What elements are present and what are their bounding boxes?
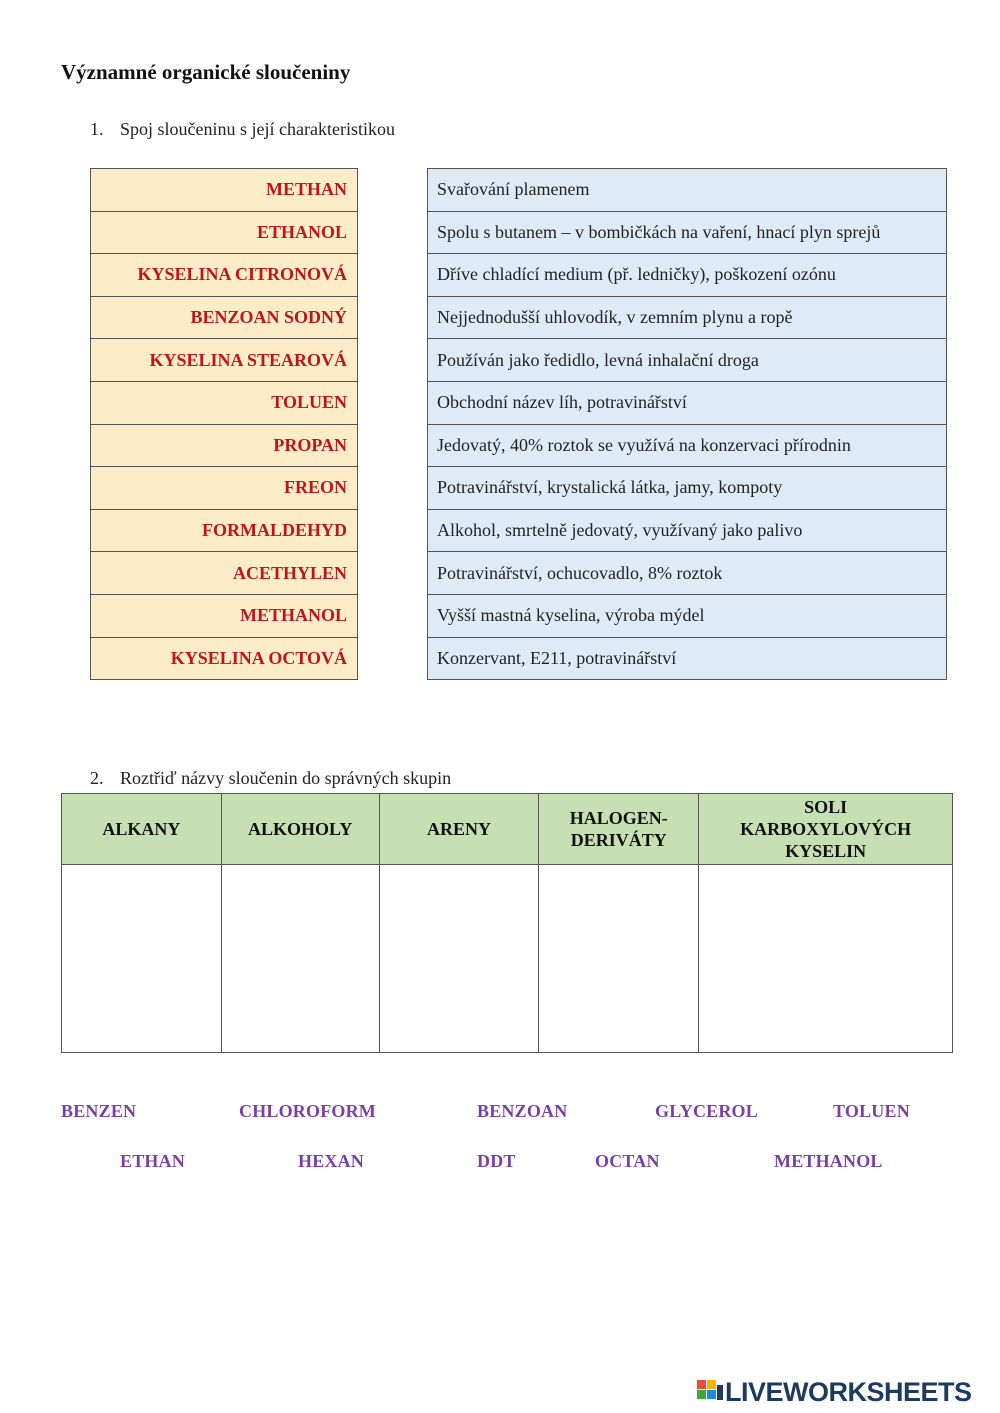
description-item[interactable]: Vyšší mastná kyselina, výroba mýdel [427, 594, 947, 638]
liveworksheets-logo [697, 1377, 972, 1408]
description-item[interactable]: Konzervant, E211, potravinářství [427, 637, 947, 681]
description-item[interactable]: Svařování plamenem [427, 168, 947, 212]
word-chip[interactable]: DDT [477, 1151, 516, 1171]
compound-item[interactable]: KYSELINA CITRONOVÁ [90, 253, 358, 297]
description-item[interactable]: Nejjednodušší uhlovodík, v zemním plynu a ropě [427, 296, 947, 340]
description-item[interactable]: Používán jako ředidlo, levná inhalační droga [427, 338, 947, 382]
task-2-instruction [90, 768, 451, 789]
description-column [427, 169, 947, 680]
description-item[interactable]: Spolu s butanem – v bombičkách na vaření, hnací plyn sprejů [427, 211, 947, 255]
compound-item[interactable]: BENZOAN SODNÝ [90, 296, 358, 340]
description-item[interactable]: Obchodní název líh, potravinářství [427, 381, 947, 425]
description-item[interactable]: Dříve chladící medium (př. ledničky), poškození ozónu [427, 253, 947, 297]
compound-item[interactable]: ETHANOL [90, 211, 358, 255]
description-item[interactable]: Jedovatý, 40% roztok se využívá na konzervaci přírodnin [427, 424, 947, 468]
compound-item[interactable]: ACETHYLEN [90, 551, 358, 595]
group-header-soli-karboxylovych-kyselin: SOLI KARBOXYLOVÝCH KYSELIN [699, 794, 953, 865]
description-item[interactable]: Alkohol, smrtelně jedovatý, využívaný jako palivo [427, 509, 947, 553]
compound-item[interactable]: FORMALDEHYD [90, 509, 358, 553]
word-chip[interactable]: HEXAN [298, 1151, 365, 1171]
word-chip[interactable]: BENZOAN [477, 1101, 568, 1121]
drop-zone-areny[interactable] [379, 865, 539, 1053]
word-chip[interactable]: TOLUEN [833, 1101, 910, 1121]
drop-zone-alkoholy[interactable] [221, 865, 379, 1053]
word-chip[interactable]: CHLOROFORM [239, 1101, 376, 1121]
task-text: Spoj sloučeninu s její charakteristikou [120, 119, 395, 139]
word-chip[interactable]: ETHAN [120, 1151, 186, 1171]
task-number: 1. [90, 119, 104, 139]
task-number: 2. [90, 768, 104, 788]
word-chip[interactable]: BENZEN [61, 1101, 137, 1121]
word-chip[interactable]: METHANOL [774, 1151, 883, 1171]
drop-zone-soli[interactable] [699, 865, 953, 1053]
group-header-alkany: ALKANY [62, 794, 222, 865]
word-chip[interactable]: OCTAN [595, 1151, 660, 1171]
compound-item[interactable]: KYSELINA STEAROVÁ [90, 338, 358, 382]
logo-text: LIVEWORKSHEETS [725, 1377, 972, 1407]
drop-zone-halogenderivaty[interactable] [539, 865, 699, 1053]
compound-item[interactable]: TOLUEN [90, 381, 358, 425]
compound-item[interactable]: PROPAN [90, 424, 358, 468]
compound-column [90, 169, 358, 680]
task-1-instruction [90, 119, 395, 140]
task-text: Roztřiď názvy sloučenin do správných skupin [120, 768, 452, 788]
liveworksheets-logo-icon [697, 1380, 723, 1406]
group-header-areny: ARENY [379, 794, 539, 865]
page-title: Významné organické sloučeniny [61, 60, 351, 84]
description-item[interactable]: Potravinářství, ochucovadlo, 8% roztok [427, 551, 947, 595]
word-chip[interactable]: GLYCEROL [655, 1101, 758, 1121]
group-header-alkoholy: ALKOHOLY [221, 794, 379, 865]
compound-item[interactable]: METHANOL [90, 594, 358, 638]
group-header-halogenderivaty: HALOGEN- DERIVÁTY [539, 794, 699, 865]
sorting-table [61, 793, 953, 1053]
description-item[interactable]: Potravinářství, krystalická látka, jamy, kompoty [427, 466, 947, 510]
compound-item[interactable]: METHAN [90, 168, 358, 212]
drop-zone-alkany[interactable] [62, 865, 222, 1053]
compound-item[interactable]: FREON [90, 466, 358, 510]
compound-item[interactable]: KYSELINA OCTOVÁ [90, 637, 358, 681]
